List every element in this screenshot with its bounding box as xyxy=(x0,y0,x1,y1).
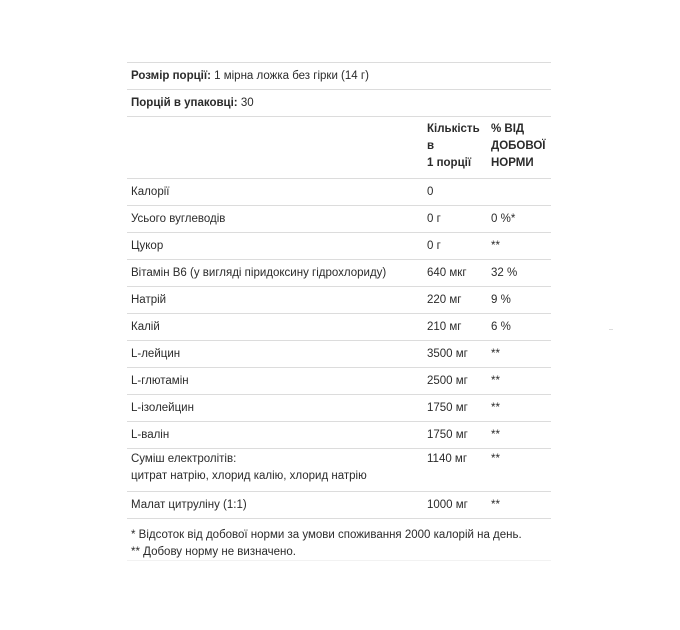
nutrient-daily-value: 0 %* xyxy=(491,213,516,225)
nutrient-amount: 2500 мг xyxy=(427,375,468,387)
nutrient-daily-value: ** xyxy=(491,499,500,511)
decorative-tick xyxy=(609,329,613,330)
supplement-facts-table xyxy=(127,62,551,561)
table-row xyxy=(127,422,551,449)
footnote-not-established: ** Добову норму не визначено. xyxy=(131,546,296,558)
dv-header-line: НОРМИ xyxy=(491,157,534,169)
nutrient-amount: 0 г xyxy=(427,213,441,225)
bottom-divider xyxy=(127,560,551,561)
table-row xyxy=(127,492,551,519)
nutrient-name: L-валін xyxy=(131,429,170,441)
nutrient-daily-value xyxy=(487,179,551,205)
table-row xyxy=(127,233,551,260)
nutrient-name: Калій xyxy=(131,321,160,333)
nutrient-daily-value: ** xyxy=(491,375,500,387)
table-row xyxy=(127,260,551,287)
table-row xyxy=(127,287,551,314)
dv-header-line: % ВІД xyxy=(491,123,525,135)
table-row xyxy=(127,206,551,233)
table-row xyxy=(127,449,551,492)
nutrient-name: Калорії xyxy=(131,186,170,198)
serving-size-value: 1 мірна ложка без гірки (14 г) xyxy=(210,70,369,82)
nutrient-name: L-лейцин xyxy=(131,348,181,360)
table-row xyxy=(127,314,551,341)
nutrient-name-line: цитрат натрію, хлорид калію, хлорид натрію xyxy=(131,470,367,482)
nutrient-name xyxy=(127,449,423,491)
nutrient-column-header xyxy=(127,117,423,178)
footnotes xyxy=(127,519,551,561)
nutrient-daily-value: ** xyxy=(491,453,500,465)
nutrient-amount: 1140 мг xyxy=(427,453,468,465)
nutrient-amount: 1750 мг xyxy=(427,402,468,414)
nutrient-name: Цукор xyxy=(131,240,164,252)
nutrient-amount: 220 мг xyxy=(427,294,462,306)
nutrient-amount: 0 г xyxy=(427,240,441,252)
nutrient-amount: 1000 мг xyxy=(427,499,468,511)
daily-value-column-header xyxy=(487,117,551,178)
footnote-daily-value: * Відсоток від добової норми за умови споживання 2000 калорій на день. xyxy=(131,529,522,541)
column-header-row xyxy=(127,117,551,179)
nutrient-amount: 0 xyxy=(427,186,434,198)
nutrient-daily-value: 32 % xyxy=(491,267,518,279)
nutrient-daily-value: 6 % xyxy=(491,321,511,333)
nutrient-name-line: Суміш електролітів: xyxy=(131,453,237,465)
nutrient-daily-value: 9 % xyxy=(491,294,511,306)
nutrient-amount: 3500 мг xyxy=(427,348,468,360)
nutrient-name: L-глютамін xyxy=(131,375,189,387)
nutrient-name: L-ізолейцин xyxy=(131,402,194,414)
nutrient-daily-value: ** xyxy=(491,429,500,441)
serving-size-label: Розмір порції: xyxy=(131,70,211,82)
nutrient-daily-value: ** xyxy=(491,402,500,414)
nutrient-name: Натрій xyxy=(131,294,167,306)
amount-header-line: Кількість в xyxy=(427,123,480,152)
nutrient-name: Малат цитруліну (1:1) xyxy=(131,499,247,511)
nutrient-name: Вітамін B6 (у вигляді піридоксину гідрохлориду) xyxy=(131,267,387,279)
table-row xyxy=(127,395,551,422)
nutrient-name: Усього вуглеводів xyxy=(131,213,226,225)
nutrient-amount: 1750 мг xyxy=(427,429,468,441)
nutrient-amount: 210 мг xyxy=(427,321,462,333)
amount-header-line: 1 порції xyxy=(427,157,472,169)
nutrient-amount: 640 мкг xyxy=(427,267,467,279)
nutrient-daily-value: ** xyxy=(491,348,500,360)
table-row xyxy=(127,341,551,368)
table-row xyxy=(127,179,551,206)
servings-per-container-value: 30 xyxy=(237,97,254,109)
table-row xyxy=(127,368,551,395)
servings-per-container-row xyxy=(127,90,551,116)
amount-column-header xyxy=(423,117,487,178)
servings-per-container-label: Порцій в упаковці: xyxy=(131,97,238,109)
serving-size-row xyxy=(127,63,551,89)
dv-header-line: ДОБОВОЇ xyxy=(491,140,546,152)
nutrient-daily-value: ** xyxy=(491,240,500,252)
